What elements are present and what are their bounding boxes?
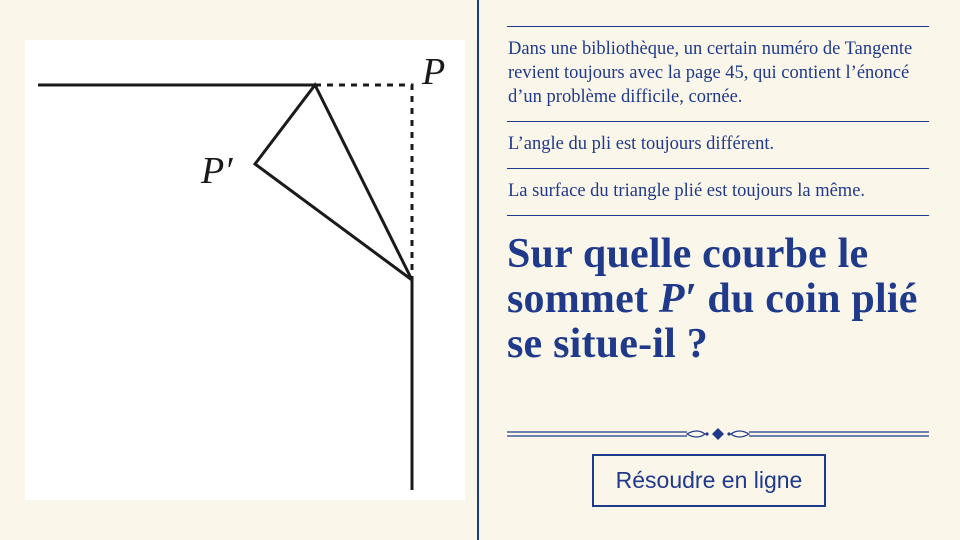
intro-paragraph: Dans une bibliothèque, un certain numéro de Tangente revient toujours avec la page 45, qui contient l’énoncé d’un problème difficile, cornée. [508, 39, 913, 107]
folded-corner-diagram [25, 40, 465, 500]
question-after: du coin plié se situe-il ? [507, 276, 918, 367]
surface-paragraph: La surface du triangle plié est toujours la même. [508, 181, 866, 201]
ornament-divider [507, 426, 929, 442]
vertical-divider [477, 0, 479, 540]
label-p-prime: P′ [201, 150, 233, 192]
solve-online-button[interactable]: Résoudre en ligne [592, 454, 826, 507]
figure-panel [25, 40, 465, 500]
problem-text-column [507, 26, 929, 367]
question-before: Sur quelle courbe le sommet [507, 231, 869, 322]
question-heading [507, 216, 929, 367]
label-p: P [422, 51, 446, 93]
angle-paragraph: L’angle du pli est toujours différent. [508, 134, 775, 154]
question-variable: P′ [658, 276, 697, 322]
folded-triangle [255, 85, 412, 280]
